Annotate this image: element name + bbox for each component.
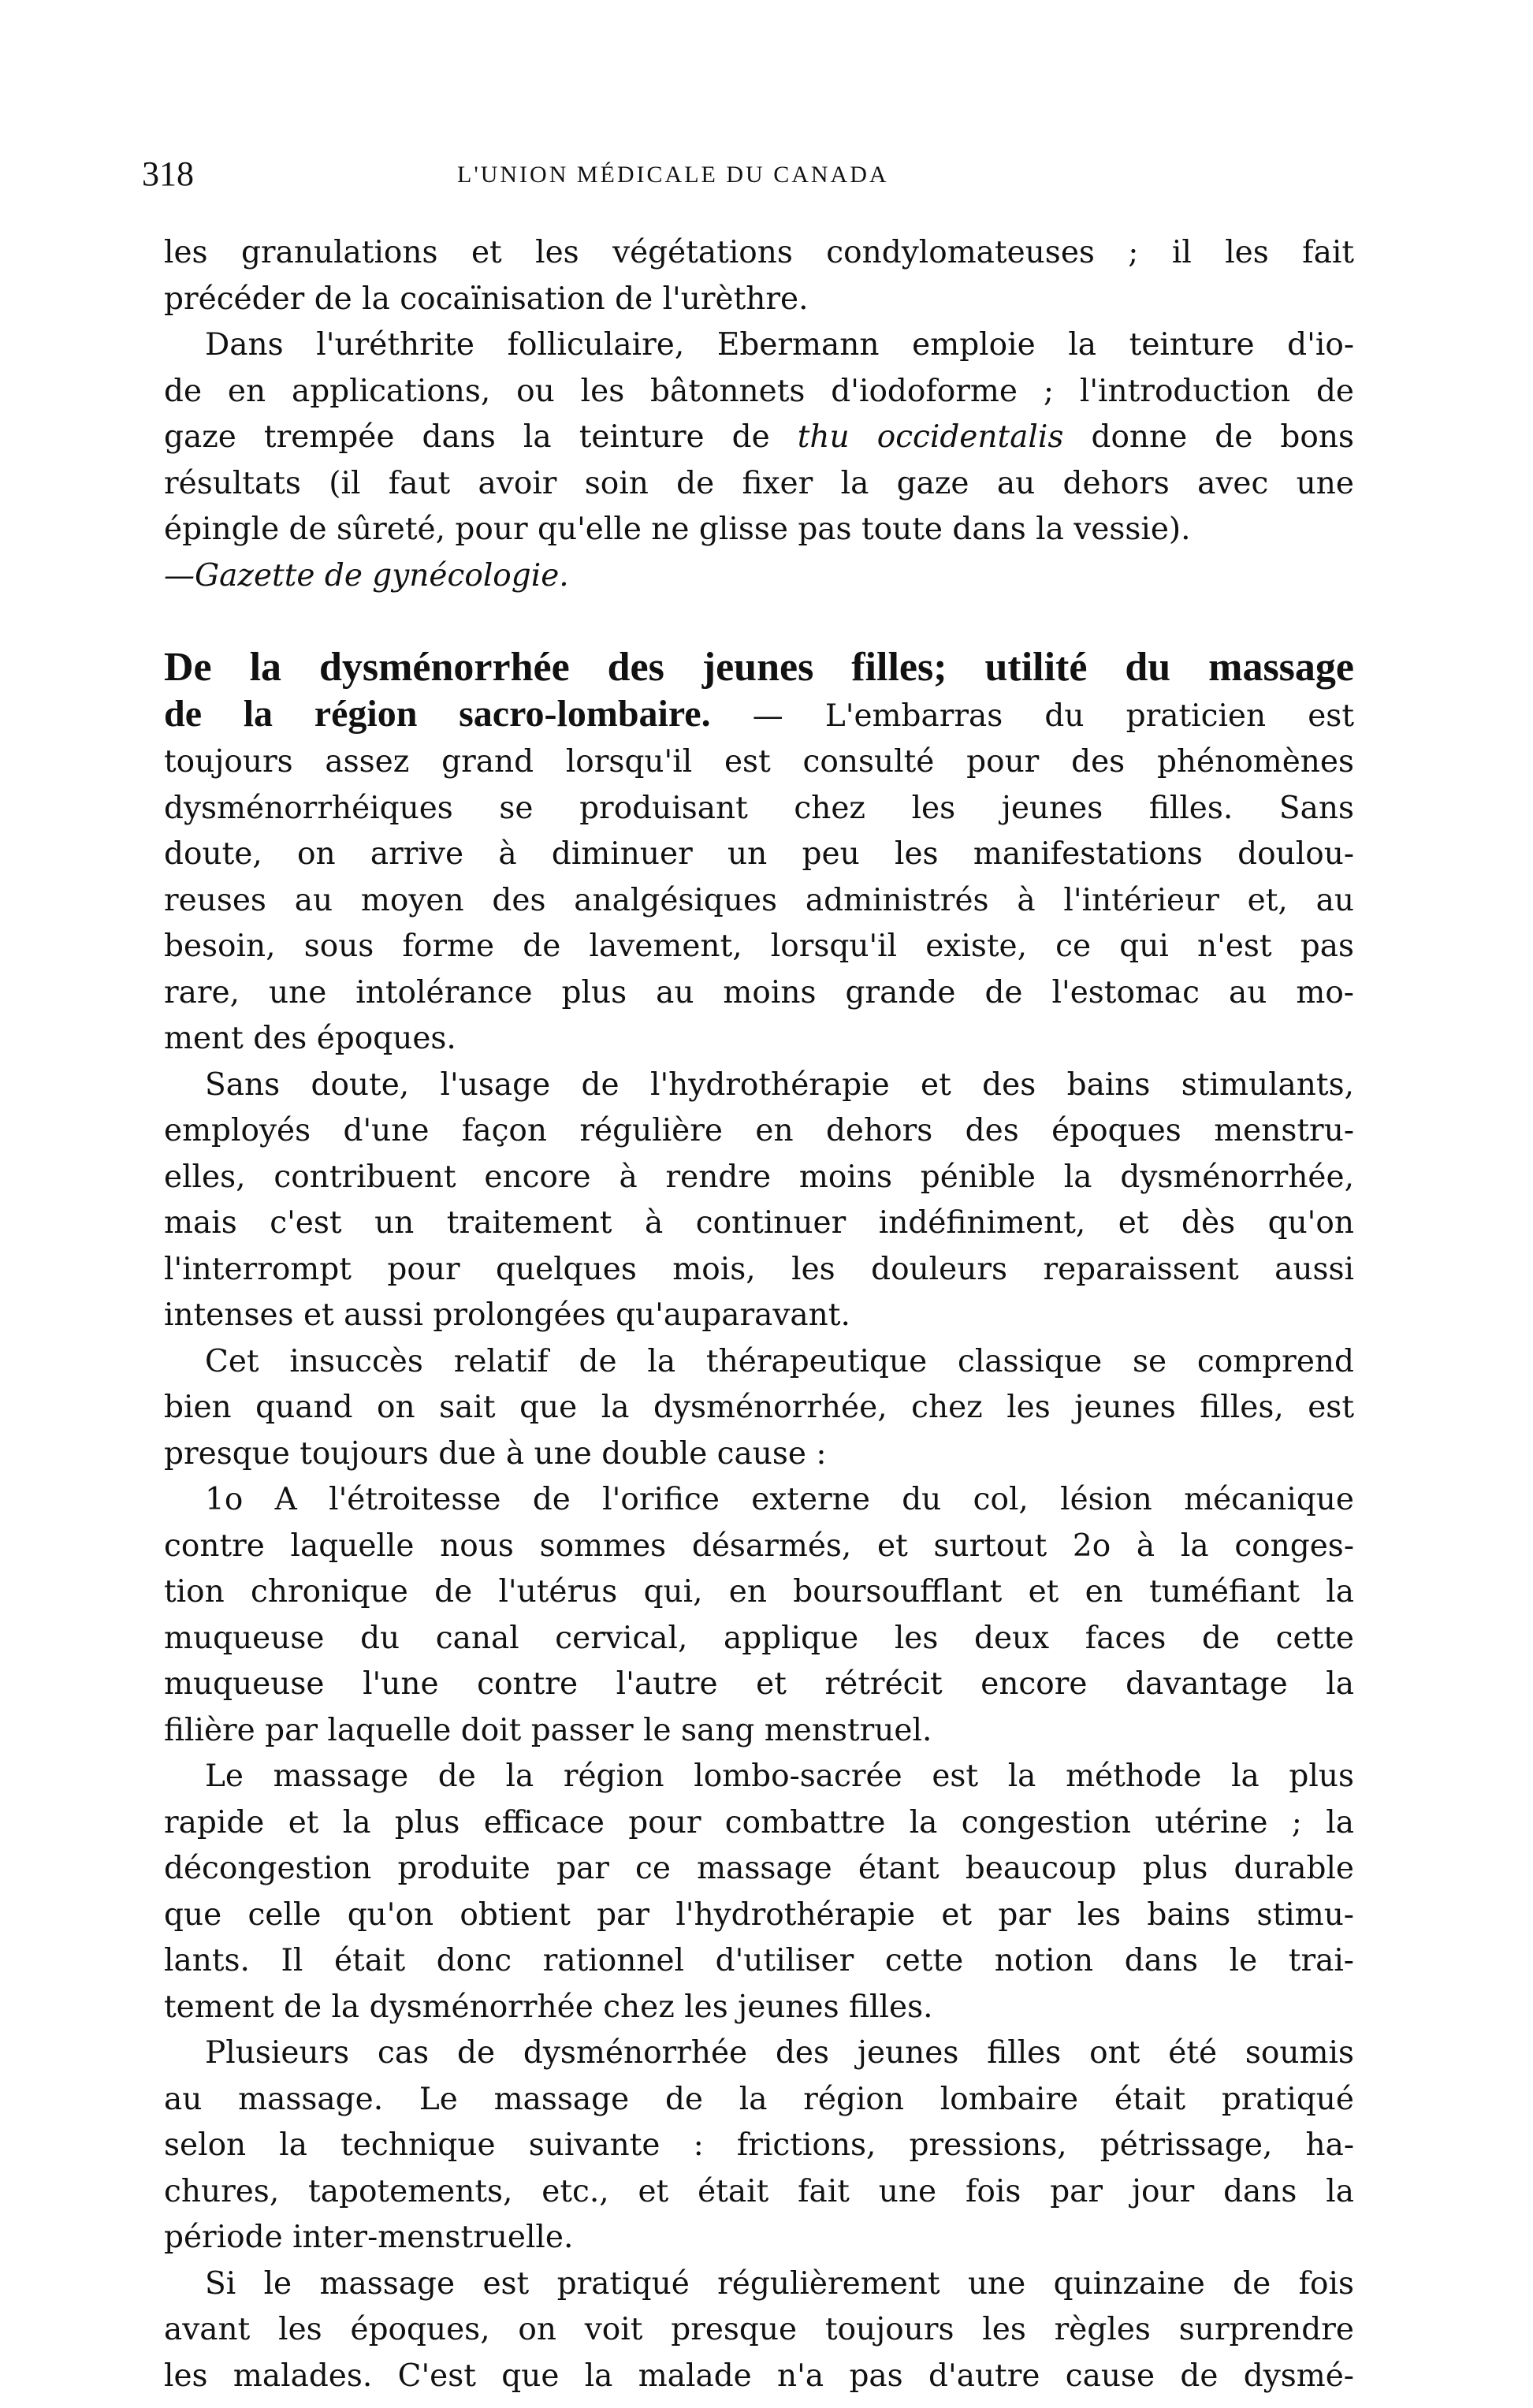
article-paragraph-5 bbox=[164, 1754, 1354, 2030]
text-line: épingle de sûreté, pour qu'elle ne glisse pas toute dans la vessie). bbox=[164, 512, 1191, 547]
text-line: Sans doute, l'usage de l'hydrothérapie et des bains stimulants, bbox=[205, 1066, 1354, 1103]
text-line: employés d'une façon régulière en dehors des époques menstru- bbox=[164, 1113, 1354, 1148]
text-segment: donne de bons bbox=[1063, 419, 1354, 455]
text-line: filière par laquelle doit passer le sang menstruel. bbox=[164, 1712, 932, 1748]
text-line: contre laquelle nous sommes désarmés, et surtout 2o à la conges- bbox=[164, 1528, 1354, 1564]
page-header bbox=[142, 154, 1340, 201]
text-line: les granulations et les végétations condylomateuses ; il les fait bbox=[164, 235, 1354, 270]
article-paragraph-4 bbox=[164, 1477, 1354, 1754]
text-line: avant les époques, on voit presque toujours les règles surprendre bbox=[164, 2312, 1354, 2347]
text-line: mais c'est un traitement à continuer indéfiniment, et dès qu'on bbox=[164, 1205, 1354, 1241]
text-line: Le massage de la région lombo-sacrée est la méthode la plus bbox=[205, 1759, 1354, 1794]
article-paragraph-6 bbox=[164, 2030, 1354, 2261]
text-line: lants. Il était donc rationnel d'utiliser cette notion dans le trai- bbox=[164, 1943, 1354, 1978]
text-line: précéder de la cocaïnisation de l'urèthre. bbox=[164, 281, 809, 317]
article-paragraph-2 bbox=[164, 1063, 1354, 1339]
text-line: Cet insuccès relatif de la thérapeutique classique se comprend bbox=[205, 1343, 1354, 1379]
intro-paragraph-2 bbox=[164, 322, 1354, 599]
text-segment: gaze trempée dans la teinture de bbox=[164, 419, 798, 455]
text-line: doute, on arrive à diminuer un peu les manifestations doulou- bbox=[164, 836, 1354, 872]
page-number: 318 bbox=[142, 154, 194, 193]
article-paragraph-1 bbox=[164, 739, 1354, 1063]
text-line: Dans l'uréthrite folliculaire, Ebermann emploie la teinture d'io- bbox=[205, 327, 1354, 363]
text-line: elles, contribuent encore à rendre moins pénible la dysménorrhée, bbox=[164, 1159, 1354, 1195]
text-line: muqueuse l'une contre l'autre et rétrécit encore davantage la bbox=[164, 1666, 1354, 1702]
text-line: période inter-menstruelle. bbox=[164, 2220, 574, 2255]
article-title-line-2 bbox=[164, 691, 1354, 740]
article-paragraph-7 bbox=[164, 2261, 1354, 2400]
text-line: Si le massage est pratiqué régulièrement une quinzaine de fois bbox=[205, 2265, 1354, 2302]
text-line: reuses au moyen des analgésiques administrés à l'intérieur et, au bbox=[164, 882, 1354, 918]
article-heading bbox=[164, 645, 1354, 739]
text-line: 1o A l'étroitesse de l'orifice externe du col, lésion mécanique bbox=[205, 1482, 1354, 1517]
article-paragraph-3 bbox=[164, 1339, 1354, 1478]
text-line: toujours assez grand lorsqu'il est consulté pour des phénomènes bbox=[164, 744, 1354, 780]
body-text bbox=[164, 230, 1354, 2399]
text-line: au massage. Le massage de la région lombaire était pratiqué bbox=[164, 2081, 1354, 2117]
text-line: presque toujours due à une double cause : bbox=[164, 1435, 827, 1472]
text-line: chures, tapotements, etc., et était fait une fois par jour dans la bbox=[164, 2173, 1354, 2209]
text-line: tion chronique de l'utérus qui, en boursoufflant et en tuméfiant la bbox=[164, 1574, 1354, 1610]
text-line: tement de la dysménorrhée chez les jeunes filles. bbox=[164, 1989, 933, 2025]
running-title: L'UNION MÉDICALE DU CANADA bbox=[457, 162, 889, 188]
text-line: besoin, sous forme de lavement, lorsqu'il existe, ce qui n'est pas bbox=[164, 929, 1354, 964]
text-line: intenses et aussi prolongées qu'auparavant. bbox=[164, 1297, 850, 1333]
text-line: rapide et la plus efficace pour combattre la congestion utérine ; la bbox=[164, 1804, 1354, 1840]
text-line: de en applications, ou les bâtonnets d'iodoforme ; l'introduction de bbox=[164, 373, 1354, 409]
text-line-with-italic bbox=[164, 415, 1354, 461]
intro-paragraph-1 bbox=[164, 230, 1354, 322]
text-line: rare, une intolérance plus au moins grande de l'estomac au mo- bbox=[164, 974, 1354, 1010]
text-line: l'interrompt pour quelques mois, les douleurs reparaissent aussi bbox=[164, 1251, 1354, 1287]
species-name-italic: thu occidentalis bbox=[797, 419, 1064, 455]
text-line: les malades. C'est que la malade n'a pas d'autre cause de dysmé- bbox=[164, 2358, 1354, 2394]
text-line: que celle qu'on obtient par l'hydrothérapie et par les bains stimu- bbox=[164, 1896, 1354, 1933]
text-line: ment des époques. bbox=[164, 1021, 456, 1056]
text-line: dysménorrhéiques se produisant chez les jeunes filles. Sans bbox=[164, 790, 1354, 826]
text-line: résultats (il faut avoir soin de fixer la gaze au dehors avec une bbox=[164, 465, 1354, 501]
text-line: bien quand on sait que la dysménorrhée, chez les jeunes filles, est bbox=[164, 1390, 1354, 1425]
source-citation: —Gazette de gynécologie. bbox=[164, 557, 569, 594]
article-title-line-1: De la dysménorrhée des jeunes filles; utilité du massage bbox=[164, 645, 1354, 690]
text-line: muqueuse du canal cervical, applique les deux faces de cette bbox=[164, 1620, 1354, 1656]
text-line: décongestion produite par ce massage étant beaucoup plus durable bbox=[164, 1851, 1354, 1886]
text-segment: — L'embarras du praticien est bbox=[710, 698, 1354, 734]
text-line: Plusieurs cas de dysménorrhée des jeunes filles ont été soumis bbox=[205, 2035, 1354, 2071]
text-line: selon la technique suivante : frictions, pressions, pétrissage, ha- bbox=[164, 2127, 1354, 2163]
article-title-run-in: de la région sacro-lombaire. bbox=[164, 692, 711, 735]
section-gap bbox=[164, 599, 1354, 645]
